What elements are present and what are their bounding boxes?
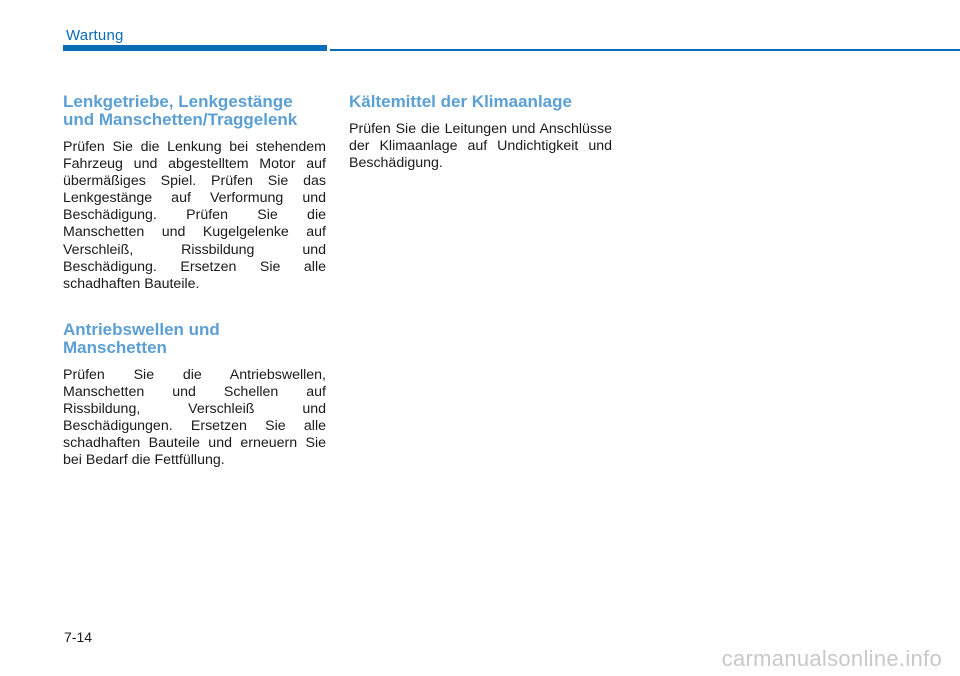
section-driveshafts [63,321,326,470]
section-heading: Antriebswellen und Manschetten [63,319,220,357]
left-column [63,93,326,469]
section-steering [63,93,326,293]
header-rule-thick [63,45,327,51]
header-rule-thin [330,49,960,51]
page-number: 7-14 [64,629,93,645]
section-heading: Lenkgetriebe, Lenkgestänge und Manschetten/Traggelenk [63,92,298,129]
section-label: Wartung [66,27,124,44]
section-heading: Kältemittel der Klimaanlage [349,92,572,111]
section-body: Prüfen Sie die Antriebswellen, Manschetten und Schellen auf Rissbildung, Verschleiß und Beschädigungen. Ersetzen Sie alle schadhaften Bauteile und erneuern Sie bei Bedarf die Fettfüllung. [63,366,326,469]
section-refrigerant [349,93,612,172]
watermark: carmanualsonline.info [721,646,942,671]
right-column [349,93,612,172]
section-body: Prüfen Sie die Lenkung bei stehendem Fahrzeug und abgestelltem Motor auf übermäßiges Spiel. Prüfen Sie das Lenkgestänge auf Verformung und Beschädigung. Prüfen Sie die Manschetten und Kugelgelenke auf Verschleiß, Rissbildung und Beschädigung. Ersetzen Sie alle schadhaften Bauteile. [63,139,326,292]
section-body: Prüfen Sie die Leitungen und Anschlüsse der Klimaanlage auf Undichtigkeit und Beschädigung. [349,121,612,172]
